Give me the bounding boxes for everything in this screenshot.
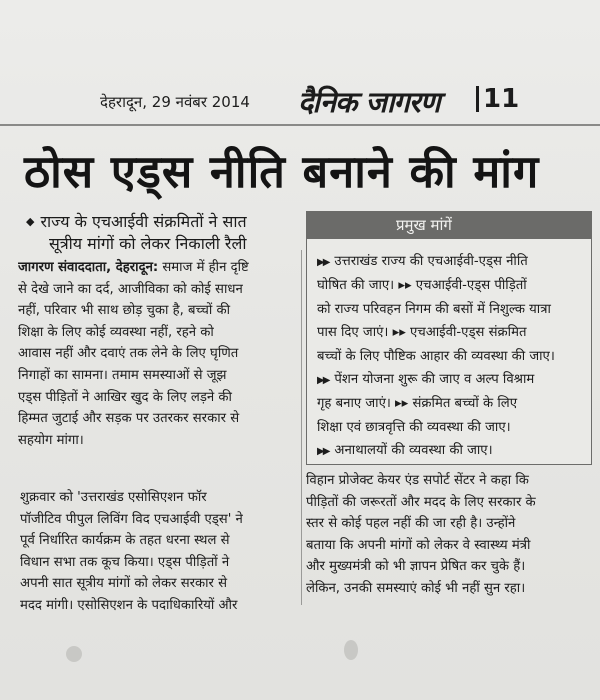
article-line: शुक्रवार को 'उत्तराखंड एसोसिएशन फॉर xyxy=(20,490,207,505)
demand-line: ▶▶ पेंशन योजना शुरू की जाए व अल्प विश्राम xyxy=(317,372,535,388)
article-line: एड्स पीड़ितों ने आखिर खुद के लिए लड़ने की xyxy=(18,389,232,405)
article-column-3 xyxy=(306,470,588,600)
article-line: लेकिन, उनकी समस्याएं कोई भी नहीं सुन रहा। xyxy=(306,580,526,596)
demands-list xyxy=(317,250,587,464)
demand-line: ▶▶ उत्तराखंड राज्य की एचआईवी-एड्स नीति xyxy=(317,254,528,269)
demand-line: बच्चों के लिए पौष्टिक आहार की व्यवस्था की जाए। xyxy=(317,348,555,364)
article-line: अपनी सात सूत्रीय मांगों को लेकर सरकार से xyxy=(20,576,228,592)
demand-line: घोषित की जाए। ▸▸ एचआईवी-एड्स पीड़ितों xyxy=(317,278,527,294)
article-column-1 xyxy=(18,257,300,451)
print-speck xyxy=(66,646,82,662)
headline: ठोस एड्स नीति बनाने की मांग xyxy=(24,145,540,198)
article-line: आवास नहीं और दवाएं तक लेने के लिए घृणित xyxy=(18,346,239,362)
demand-line: पास दिए जाएं। ▸▸ एचआईवी-एड्स संक्रमित xyxy=(317,325,527,341)
column-divider xyxy=(301,250,302,605)
double-arrow-icon: ▶▶ xyxy=(317,446,329,458)
byline: जागरण संवाददाता, देहरादून: xyxy=(18,260,159,275)
article-line: सहयोग मांगा। xyxy=(18,432,84,448)
article-line: पीड़ितों की जरूरतों और मदद के लिए सरकार के xyxy=(306,494,536,510)
masthead-divider xyxy=(476,86,479,112)
subhead-line-1: राज्य के एचआईवी संक्रमितों ने सात xyxy=(40,212,247,231)
subheadline xyxy=(26,211,296,255)
subhead-line-2: सूत्रीय मांगों को लेकर निकाली रैली xyxy=(49,234,247,253)
demands-box xyxy=(306,211,592,465)
article-line: नहीं, परिवार भी साथ छोड़ चुका है, बच्चों की xyxy=(18,303,231,319)
diamond-bullet-icon: ◆ xyxy=(26,215,35,228)
newspaper-masthead: दैनिक जागरण xyxy=(298,85,440,119)
demand-line: ▶▶ अनाथालयों की व्यवस्था की जाए। xyxy=(317,443,493,459)
page-header xyxy=(0,78,600,124)
article-line: पूर्व निर्धारित कार्यक्रम के तहत धरना स्थल से xyxy=(20,533,230,549)
double-arrow-icon: ▶▶ xyxy=(317,257,329,268)
page-number: 11 xyxy=(483,84,520,114)
header-rule xyxy=(0,124,600,126)
dateline: देहरादून, 29 नवंबर 2014 xyxy=(100,93,250,111)
article-line: और मुख्यमंत्री को भी ज्ञापन प्रेषित कर चुके हैं। xyxy=(306,559,526,575)
article-line: शिक्षा के लिए कोई व्यवस्था नहीं, रहने को xyxy=(18,324,214,340)
article-line: मदद मांगी। एसोसिएशन के पदाधिकारियों और xyxy=(20,597,238,613)
article-line: निगाहों का सामना। तमाम समस्याओं से जूझ xyxy=(18,367,227,383)
demand-line: शिक्षा एवं छात्रवृत्ति की व्यवस्था की जाए। xyxy=(317,419,511,435)
article-line: स्तर से कोई पहल नहीं की जा रही है। उन्होंने xyxy=(306,516,516,532)
article-line: बताया कि अपनी मांगों को लेकर वे स्वास्थ्य मंत्री xyxy=(306,537,531,553)
article-line: विधान सभा तक कूच किया। एड्स पीड़ितों ने xyxy=(20,554,230,570)
demands-box-title: प्रमुख मांगें xyxy=(306,211,592,239)
article-line: विहान प्रोजेक्ट केयर एंड सपोर्ट सेंटर ने कहा कि xyxy=(306,473,529,488)
demand-line: को राज्य परिवहन निगम की बसों में निशुल्क यात्रा xyxy=(317,301,551,317)
double-arrow-icon: ▶▶ xyxy=(317,375,329,387)
article-column-2 xyxy=(20,487,300,617)
article-line: से देखे जाने का दर्द, आजीविका को कोई साधन xyxy=(18,281,243,297)
print-speck xyxy=(344,640,358,660)
demand-line: गृह बनाए जाएं। ▸▸ संक्रमित बच्चों के लिए xyxy=(317,396,517,412)
article-line: हिम्मत जुटाई और सड़क पर उतरकर सरकार से xyxy=(18,411,240,427)
article-line: पॉजीटिव पीपुल लिविंग विद एचआईवी एड्स' ने xyxy=(20,511,243,527)
article-line: जागरण संवाददाता, देहरादून: समाज में हीन दृष्टि xyxy=(18,260,249,275)
